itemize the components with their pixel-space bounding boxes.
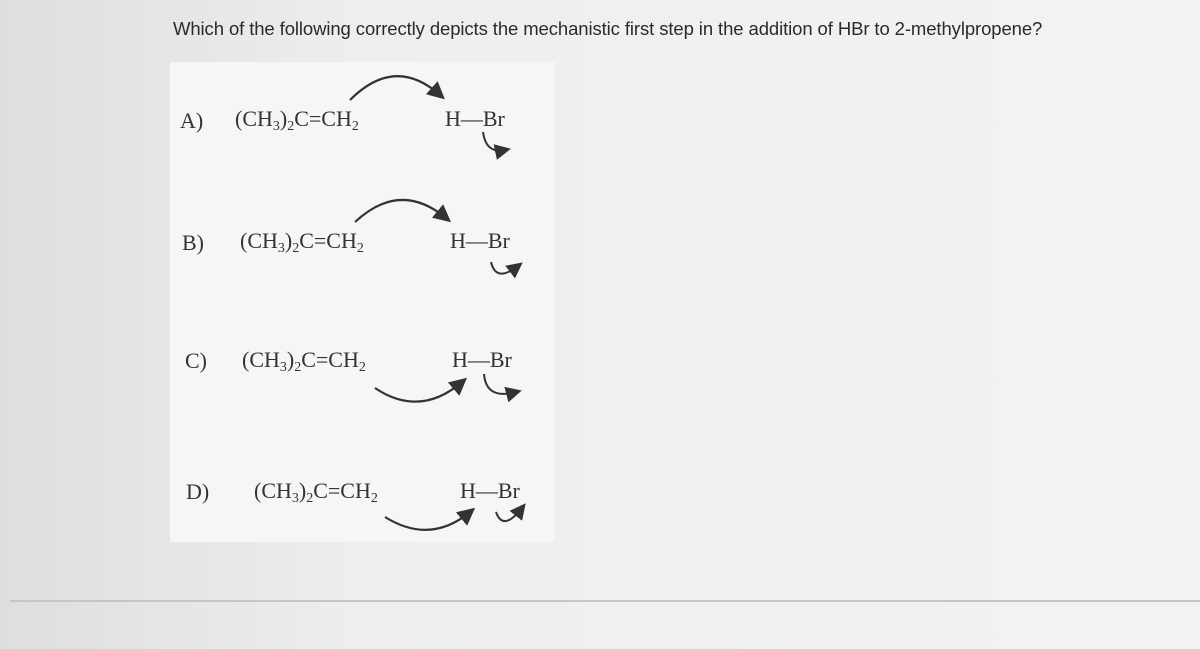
option-a-label[interactable]: A) — [180, 108, 204, 133]
option-b-label[interactable]: B) — [182, 230, 204, 255]
divider-line — [10, 600, 1200, 602]
option-c-label[interactable]: C) — [185, 348, 207, 373]
option-a-alkene: $(CH_3)_2C=CH_2$ — [235, 106, 359, 134]
option-b-alkene: $(CH_3)_2C=CH_2$ — [240, 228, 364, 256]
option-d-label[interactable]: D) — [186, 479, 210, 504]
options-panel — [170, 62, 555, 542]
option-c-hbr: H—Br — [452, 347, 512, 372]
option-d-alkene: $(CH_3)_2C=CH_2$ — [254, 478, 378, 506]
option-a-hbr: H—Br — [445, 106, 505, 131]
option-c-alkene: $(CH_3)_2C=CH_2$ — [242, 347, 366, 375]
option-b-hbr: H—Br — [450, 228, 510, 253]
option-d-hbr: H—Br — [460, 478, 520, 503]
question-text: Which of the following correctly depicts the mechanistic first step in the addition of HBr to 2-methylpropene? — [173, 18, 1043, 39]
